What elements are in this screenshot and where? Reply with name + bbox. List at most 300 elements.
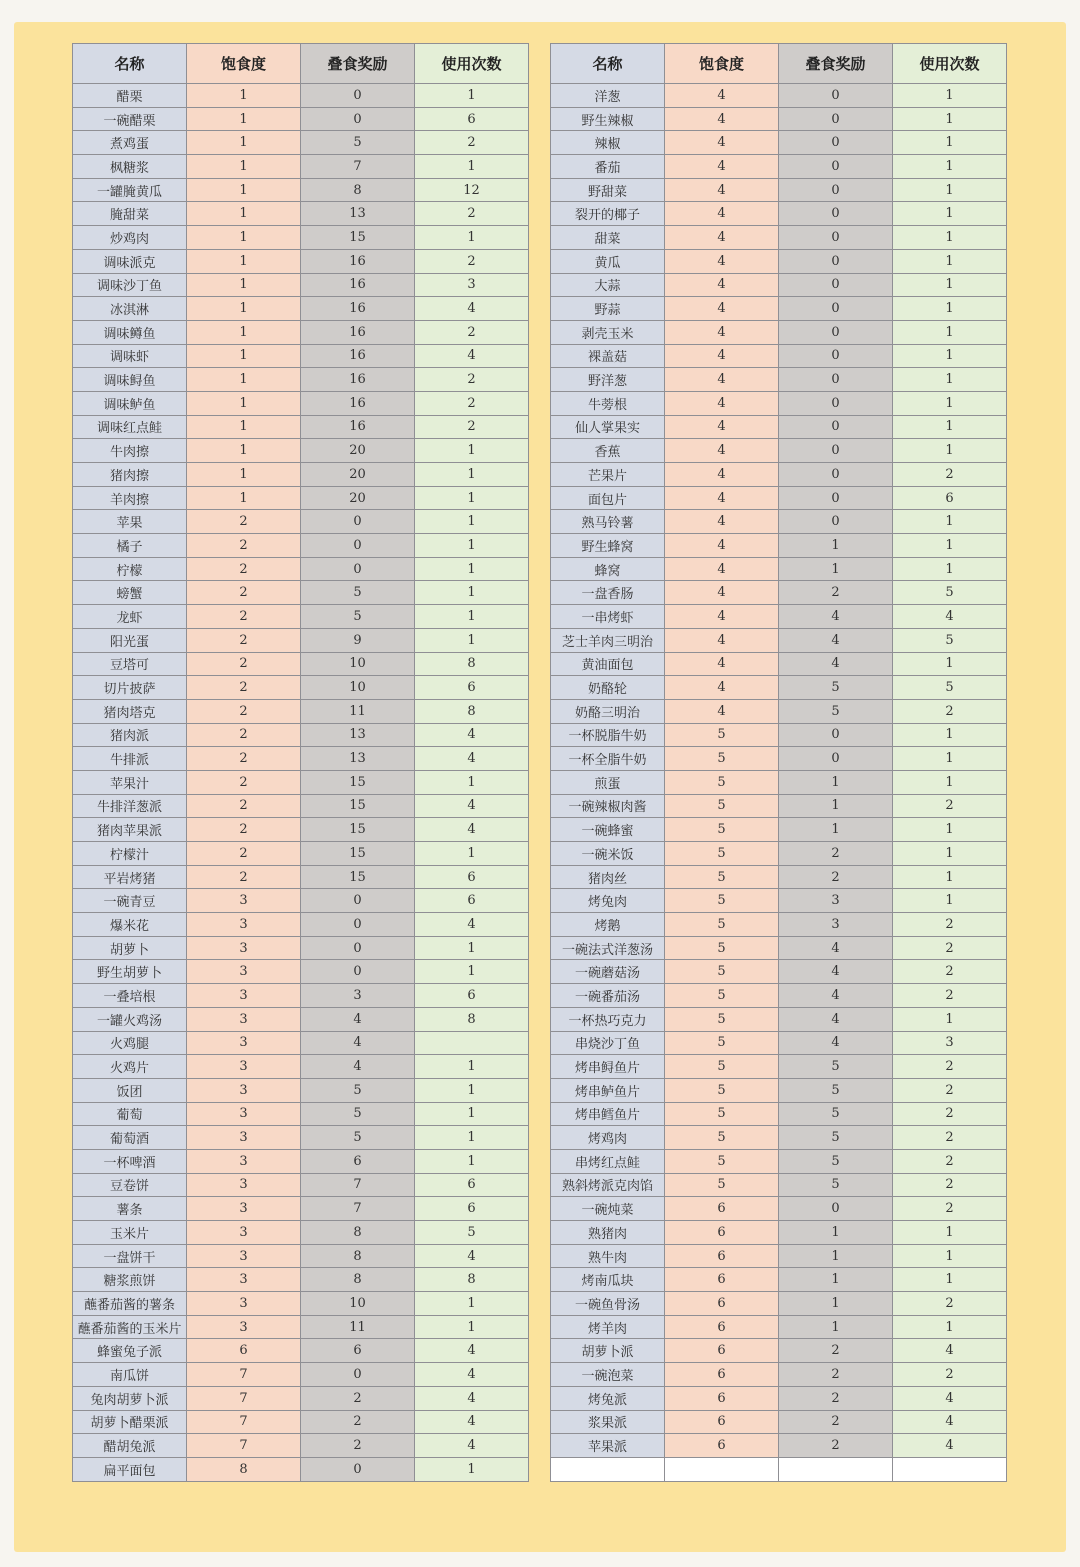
cell-satiety: 5 <box>665 770 779 794</box>
cell-use-count: 6 <box>415 676 529 700</box>
table-row <box>551 297 1007 321</box>
cell-satiety: 7 <box>187 1386 301 1410</box>
cell-name: 调味沙丁鱼 <box>73 273 187 297</box>
cell-satiety: 5 <box>665 794 779 818</box>
cell-name: 切片披萨 <box>73 676 187 700</box>
cell-stack-bonus: 1 <box>779 1268 893 1292</box>
cell-satiety: 1 <box>187 463 301 487</box>
cell-use-count: 1 <box>415 960 529 984</box>
cell-use-count: 2 <box>893 1102 1007 1126</box>
cell-stack-bonus: 7 <box>301 1197 415 1221</box>
cell-stack-bonus: 5 <box>779 1149 893 1173</box>
cell-name: 剥壳玉米 <box>551 320 665 344</box>
cell-use-count: 4 <box>893 1339 1007 1363</box>
cell-use-count: 2 <box>415 391 529 415</box>
cell-stack-bonus: 2 <box>779 581 893 605</box>
cell-use-count: 2 <box>893 1078 1007 1102</box>
cell-use-count: 1 <box>415 581 529 605</box>
table-row <box>73 155 529 179</box>
cell-use-count: 1 <box>893 226 1007 250</box>
table-row <box>73 1126 529 1150</box>
table-row <box>551 1292 1007 1316</box>
cell-use-count: 2 <box>415 368 529 392</box>
cell-satiety: 2 <box>187 510 301 534</box>
cell-satiety: 1 <box>187 131 301 155</box>
cell-satiety: 5 <box>665 984 779 1008</box>
cell-use-count: 4 <box>415 1363 529 1387</box>
table-row <box>551 391 1007 415</box>
cell-satiety: 4 <box>665 249 779 273</box>
cell-name: 烤鸡肉 <box>551 1126 665 1150</box>
cell-name: 调味鲟鱼 <box>73 368 187 392</box>
cell-name: 甜菜 <box>551 226 665 250</box>
cell-use-count: 6 <box>415 1197 529 1221</box>
cell-stack-bonus: 0 <box>779 463 893 487</box>
table-row <box>551 628 1007 652</box>
table-row <box>551 699 1007 723</box>
cell-use-count: 1 <box>893 1268 1007 1292</box>
table-row <box>73 249 529 273</box>
cell-use-count: 1 <box>893 84 1007 108</box>
cell-use-count: 1 <box>893 889 1007 913</box>
cell-stack-bonus: 0 <box>779 249 893 273</box>
cell-stack-bonus: 0 <box>301 936 415 960</box>
table-row <box>551 1339 1007 1363</box>
cell-name: 一罐火鸡汤 <box>73 1007 187 1031</box>
cell-satiety: 2 <box>187 865 301 889</box>
cell-stack-bonus: 4 <box>779 605 893 629</box>
cell-satiety: 6 <box>665 1221 779 1245</box>
cell-name: 火鸡腿 <box>73 1031 187 1055</box>
cell-name: 烤南瓜块 <box>551 1268 665 1292</box>
table-row <box>551 273 1007 297</box>
cell-satiety: 5 <box>665 1173 779 1197</box>
cell-satiety: 1 <box>187 84 301 108</box>
cell-stack-bonus: 0 <box>779 1197 893 1221</box>
cell-name: 饭团 <box>73 1078 187 1102</box>
cell-stack-bonus: 0 <box>779 747 893 771</box>
cell-use-count: 2 <box>893 794 1007 818</box>
cell-stack-bonus: 16 <box>301 273 415 297</box>
cell-stack-bonus: 15 <box>301 865 415 889</box>
table-row <box>73 1363 529 1387</box>
cell-satiety: 5 <box>665 865 779 889</box>
table-row <box>73 699 529 723</box>
cell-name: 烤兔肉 <box>551 889 665 913</box>
cell-satiety: 7 <box>187 1363 301 1387</box>
cell-satiety: 6 <box>665 1410 779 1434</box>
cell-stack-bonus: 0 <box>779 226 893 250</box>
cell-use-count: 4 <box>415 297 529 321</box>
cell-stack-bonus: 0 <box>779 320 893 344</box>
cell-stack-bonus: 20 <box>301 463 415 487</box>
cell-use-count: 3 <box>893 1031 1007 1055</box>
cell-name: 平岩烤猪 <box>73 865 187 889</box>
cell-name: 烤串鳕鱼片 <box>551 1102 665 1126</box>
table-row <box>73 889 529 913</box>
cell-name: 一杯热巧克力 <box>551 1007 665 1031</box>
cell-stack-bonus: 1 <box>779 1315 893 1339</box>
table-row <box>551 131 1007 155</box>
cell-name: 葡萄 <box>73 1102 187 1126</box>
cell-satiety: 5 <box>665 723 779 747</box>
cell-satiety: 2 <box>187 723 301 747</box>
cell-use-count: 2 <box>415 415 529 439</box>
cell-stack-bonus: 0 <box>779 368 893 392</box>
table-row <box>551 1078 1007 1102</box>
cell-name: 一碗鱼骨汤 <box>551 1292 665 1316</box>
cell-satiety: 2 <box>187 534 301 558</box>
cell-satiety: 1 <box>187 273 301 297</box>
cell-satiety: 5 <box>665 960 779 984</box>
cell-satiety: 5 <box>665 1007 779 1031</box>
table-row <box>551 107 1007 131</box>
cell-satiety: 2 <box>187 747 301 771</box>
cell-use-count: 2 <box>893 1055 1007 1079</box>
cell-stack-bonus: 5 <box>779 676 893 700</box>
empty-row <box>551 1457 1007 1481</box>
cell-name: 烤鹅 <box>551 913 665 937</box>
table-row <box>73 486 529 510</box>
cell-name: 调味红点鲑 <box>73 415 187 439</box>
table-row <box>73 1410 529 1434</box>
cell-use-count: 1 <box>893 534 1007 558</box>
cell-stack-bonus: 5 <box>779 1055 893 1079</box>
cell-use-count: 2 <box>415 202 529 226</box>
table-row <box>551 605 1007 629</box>
cell-stack-bonus: 3 <box>779 889 893 913</box>
table-row <box>551 202 1007 226</box>
cell-name: 螃蟹 <box>73 581 187 605</box>
cell-stack-bonus: 0 <box>779 391 893 415</box>
cell-satiety: 1 <box>187 178 301 202</box>
table-row <box>73 368 529 392</box>
cell-use-count: 1 <box>415 1457 529 1481</box>
cell-stack-bonus: 20 <box>301 439 415 463</box>
cell-name: 调味虾 <box>73 344 187 368</box>
cell-stack-bonus: 0 <box>779 510 893 534</box>
cell-use-count: 4 <box>893 1434 1007 1458</box>
cell-satiety: 1 <box>187 297 301 321</box>
cell-satiety: 3 <box>187 889 301 913</box>
cell-satiety: 3 <box>187 1031 301 1055</box>
table-row <box>73 1244 529 1268</box>
table-row <box>73 960 529 984</box>
table-row <box>551 676 1007 700</box>
cell-stack-bonus: 0 <box>779 273 893 297</box>
cell-stack-bonus: 0 <box>779 415 893 439</box>
cell-satiety: 4 <box>665 391 779 415</box>
cell-name: 熟马铃薯 <box>551 510 665 534</box>
cell-satiety: 4 <box>665 84 779 108</box>
cell-name: 野甜菜 <box>551 178 665 202</box>
cell-satiety: 4 <box>665 155 779 179</box>
table-row <box>551 747 1007 771</box>
cell-stack-bonus: 13 <box>301 202 415 226</box>
cell-satiety: 6 <box>665 1434 779 1458</box>
cell-stack-bonus: 2 <box>779 1434 893 1458</box>
cell-satiety: 5 <box>665 1149 779 1173</box>
cell-stack-bonus: 7 <box>301 1173 415 1197</box>
cell-name: 猪肉丝 <box>551 865 665 889</box>
cell-use-count: 2 <box>893 960 1007 984</box>
cell-stack-bonus: 1 <box>779 794 893 818</box>
cell-satiety: 3 <box>187 1055 301 1079</box>
table-row <box>551 913 1007 937</box>
cell-use-count: 1 <box>415 84 529 108</box>
cell-use-count: 1 <box>893 415 1007 439</box>
table-row <box>73 344 529 368</box>
cell-use-count: 1 <box>893 1007 1007 1031</box>
cell-satiety: 2 <box>187 652 301 676</box>
cell-name: 羊肉擦 <box>73 486 187 510</box>
table-row <box>73 320 529 344</box>
table-row <box>551 1007 1007 1031</box>
cell-stack-bonus: 5 <box>779 1173 893 1197</box>
cell-stack-bonus: 8 <box>301 1268 415 1292</box>
cell-satiety: 4 <box>665 581 779 605</box>
cell-name: 一串烤虾 <box>551 605 665 629</box>
cell-satiety: 1 <box>187 415 301 439</box>
cell-satiety: 3 <box>187 1197 301 1221</box>
cell-name: 野蒜 <box>551 297 665 321</box>
cell-stack-bonus: 5 <box>779 1078 893 1102</box>
cell-name: 面包片 <box>551 486 665 510</box>
cell-satiety: 3 <box>187 1268 301 1292</box>
cell-satiety: 3 <box>187 960 301 984</box>
table-row <box>551 155 1007 179</box>
table-row <box>551 936 1007 960</box>
cell-satiety: 7 <box>187 1410 301 1434</box>
table-row <box>73 842 529 866</box>
empty-cell <box>551 1457 665 1481</box>
empty-cell <box>779 1457 893 1481</box>
cell-stack-bonus: 11 <box>301 699 415 723</box>
cell-name: 薯条 <box>73 1197 187 1221</box>
cell-name: 裂开的椰子 <box>551 202 665 226</box>
cell-use-count: 2 <box>893 1292 1007 1316</box>
cell-use-count: 8 <box>415 1268 529 1292</box>
header-satiety: 饱食度 <box>665 44 779 84</box>
cell-name: 芝士羊肉三明治 <box>551 628 665 652</box>
cell-use-count: 12 <box>415 178 529 202</box>
table-row <box>73 297 529 321</box>
cell-satiety: 6 <box>665 1292 779 1316</box>
cell-satiety: 2 <box>187 794 301 818</box>
table-row <box>551 415 1007 439</box>
table-row <box>73 676 529 700</box>
cell-name: 冰淇淋 <box>73 297 187 321</box>
cell-stack-bonus: 0 <box>779 723 893 747</box>
cell-satiety: 3 <box>187 1244 301 1268</box>
cell-use-count: 1 <box>893 368 1007 392</box>
cell-name: 一杯脱脂牛奶 <box>551 723 665 747</box>
cell-use-count: 4 <box>415 1434 529 1458</box>
cell-use-count: 4 <box>415 818 529 842</box>
cell-satiety: 3 <box>187 984 301 1008</box>
table-row <box>73 1197 529 1221</box>
cell-name: 一杯全脂牛奶 <box>551 747 665 771</box>
cell-use-count: 1 <box>415 1078 529 1102</box>
cell-name: 野生辣椒 <box>551 107 665 131</box>
table-row <box>73 273 529 297</box>
cell-use-count: 8 <box>415 699 529 723</box>
table-row <box>551 1434 1007 1458</box>
cell-satiety: 3 <box>187 1102 301 1126</box>
cell-stack-bonus: 0 <box>301 557 415 581</box>
table-row <box>73 107 529 131</box>
cell-name: 蘸番茄酱的薯条 <box>73 1292 187 1316</box>
cell-stack-bonus: 5 <box>779 1126 893 1150</box>
cell-satiety: 1 <box>187 439 301 463</box>
table-row <box>551 1410 1007 1434</box>
cell-use-count: 1 <box>415 605 529 629</box>
table-row <box>551 1031 1007 1055</box>
cell-stack-bonus: 16 <box>301 249 415 273</box>
cell-stack-bonus: 9 <box>301 628 415 652</box>
table-row <box>73 1386 529 1410</box>
table-row <box>551 226 1007 250</box>
cell-satiety: 5 <box>665 913 779 937</box>
cell-name: 烤羊肉 <box>551 1315 665 1339</box>
cell-stack-bonus: 5 <box>301 605 415 629</box>
cell-use-count: 6 <box>415 984 529 1008</box>
cell-satiety: 3 <box>187 1173 301 1197</box>
cell-stack-bonus: 0 <box>779 131 893 155</box>
table-row <box>73 510 529 534</box>
cell-use-count: 1 <box>893 510 1007 534</box>
cell-satiety: 6 <box>665 1268 779 1292</box>
cell-use-count: 1 <box>893 297 1007 321</box>
table-row <box>551 818 1007 842</box>
cell-stack-bonus: 15 <box>301 818 415 842</box>
cell-satiety: 5 <box>665 1102 779 1126</box>
cell-use-count: 1 <box>893 439 1007 463</box>
cell-stack-bonus: 8 <box>301 178 415 202</box>
cell-stack-bonus: 13 <box>301 723 415 747</box>
cell-use-count: 4 <box>415 1244 529 1268</box>
table-row <box>551 1244 1007 1268</box>
cell-stack-bonus: 15 <box>301 226 415 250</box>
cell-stack-bonus: 4 <box>301 1007 415 1031</box>
cell-name: 牛排洋葱派 <box>73 794 187 818</box>
cell-name: 猪肉塔克 <box>73 699 187 723</box>
cell-stack-bonus: 0 <box>779 297 893 321</box>
cell-stack-bonus: 0 <box>301 913 415 937</box>
cell-use-count: 1 <box>893 202 1007 226</box>
cell-use-count: 5 <box>893 676 1007 700</box>
cell-name: 一碗炖菜 <box>551 1197 665 1221</box>
cell-satiety: 4 <box>665 463 779 487</box>
cell-satiety: 4 <box>665 344 779 368</box>
table-row <box>551 794 1007 818</box>
cell-name: 烤串鲟鱼片 <box>551 1055 665 1079</box>
table-row <box>551 723 1007 747</box>
cell-name: 大蒜 <box>551 273 665 297</box>
cell-satiety: 5 <box>665 936 779 960</box>
cell-use-count: 4 <box>415 723 529 747</box>
cell-name: 仙人掌果实 <box>551 415 665 439</box>
cell-stack-bonus: 0 <box>301 960 415 984</box>
cell-satiety: 8 <box>187 1457 301 1481</box>
cell-name: 一碗蜂蜜 <box>551 818 665 842</box>
cell-name: 一碗青豆 <box>73 889 187 913</box>
cell-use-count: 6 <box>415 865 529 889</box>
table-row <box>73 534 529 558</box>
cell-stack-bonus: 2 <box>779 1339 893 1363</box>
empty-cell <box>665 1457 779 1481</box>
cell-name: 野洋葱 <box>551 368 665 392</box>
cell-name: 苹果 <box>73 510 187 534</box>
cell-satiety: 3 <box>187 936 301 960</box>
cell-satiety: 4 <box>665 605 779 629</box>
table-row <box>551 344 1007 368</box>
table-row <box>73 1434 529 1458</box>
cell-name: 苹果派 <box>551 1434 665 1458</box>
table-row <box>73 984 529 1008</box>
cell-satiety: 4 <box>665 226 779 250</box>
table-row <box>73 391 529 415</box>
cell-stack-bonus: 5 <box>301 581 415 605</box>
cell-satiety: 6 <box>187 1339 301 1363</box>
table-row <box>73 1268 529 1292</box>
cell-use-count: 2 <box>415 320 529 344</box>
table-row <box>551 581 1007 605</box>
cell-use-count: 1 <box>893 865 1007 889</box>
cell-satiety: 3 <box>187 913 301 937</box>
table-row <box>73 178 529 202</box>
cell-satiety: 5 <box>665 1078 779 1102</box>
cell-satiety: 2 <box>187 628 301 652</box>
table-row <box>73 865 529 889</box>
cell-satiety: 1 <box>187 391 301 415</box>
cell-stack-bonus: 7 <box>301 155 415 179</box>
table-row <box>551 249 1007 273</box>
header-row <box>73 44 529 84</box>
table-row <box>551 1173 1007 1197</box>
cell-use-count: 2 <box>893 984 1007 1008</box>
cell-stack-bonus: 4 <box>779 936 893 960</box>
cell-satiety: 1 <box>187 368 301 392</box>
cell-stack-bonus: 4 <box>779 960 893 984</box>
table-row <box>73 1173 529 1197</box>
cell-satiety: 3 <box>187 1149 301 1173</box>
cell-name: 柠檬 <box>73 557 187 581</box>
cell-satiety: 4 <box>665 557 779 581</box>
cell-satiety: 2 <box>187 581 301 605</box>
table-row <box>551 557 1007 581</box>
table-row <box>551 486 1007 510</box>
cell-stack-bonus: 0 <box>779 439 893 463</box>
cell-name: 一罐腌黄瓜 <box>73 178 187 202</box>
cell-use-count: 2 <box>893 913 1007 937</box>
cell-use-count: 8 <box>415 1007 529 1031</box>
cell-satiety: 4 <box>665 273 779 297</box>
cell-use-count: 1 <box>415 463 529 487</box>
cell-use-count: 1 <box>893 178 1007 202</box>
cell-stack-bonus: 16 <box>301 415 415 439</box>
cell-name: 豆卷饼 <box>73 1173 187 1197</box>
cell-name: 南瓜饼 <box>73 1363 187 1387</box>
cell-name: 蜂窝 <box>551 557 665 581</box>
cell-stack-bonus: 1 <box>779 534 893 558</box>
cell-stack-bonus: 4 <box>301 1055 415 1079</box>
cell-use-count: 2 <box>893 463 1007 487</box>
table-row <box>551 842 1007 866</box>
cell-name: 一碗米饭 <box>551 842 665 866</box>
cell-use-count: 2 <box>893 1197 1007 1221</box>
cell-use-count: 2 <box>893 1126 1007 1150</box>
